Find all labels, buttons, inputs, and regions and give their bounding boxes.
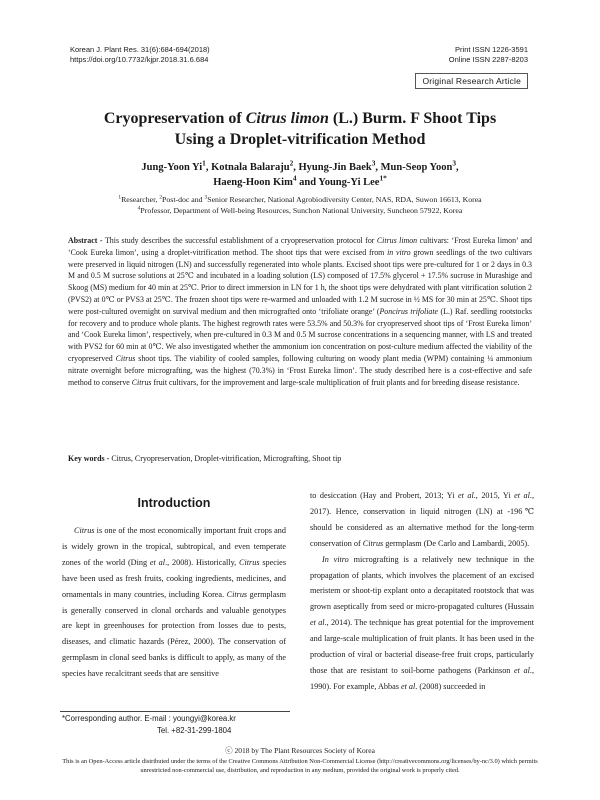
paragraph [62, 523, 286, 682]
journal-reference: Korean J. Plant Res. 31(6):684-694(2018) [70, 45, 210, 54]
title-line-2: Using a Droplet-vitrification Method [174, 131, 426, 148]
abstract [68, 235, 532, 388]
abstract-text: fruit cultivars, for the improvement and large-scale multiplication of fruit plants and for breeding disease resistance. [151, 377, 520, 387]
title-part-1: Cryopreservation of [103, 110, 246, 127]
author-list [60, 160, 540, 190]
abstract-label: Abstract - [68, 236, 105, 245]
italic-term: et al [400, 681, 416, 691]
doi-link[interactable]: https://doi.org/10.7732/kjpr.2018.31.6.684 [70, 55, 209, 64]
author-name: Mun-Seop Yoon [380, 162, 453, 173]
author-affiliation-mark: 4 [292, 173, 297, 183]
affiliation-text: Post-doc and [162, 195, 205, 204]
author-name: Young-Yi Lee [318, 177, 380, 188]
corresponding-email[interactable]: *Corresponding author. E-mail : youngyi@korea.kr [62, 714, 236, 723]
author-name: Jung-Yoon Yi [141, 162, 203, 173]
body-text: species have been used as fresh fruits, cooking ingredients, medicines, and ornamentals in many countries, including Korea. [62, 557, 287, 599]
author-separator: , [293, 162, 299, 173]
abstract-italic: Citrus [131, 377, 152, 387]
italic-term: et al [514, 665, 530, 675]
abstract-text: (L.) Raf. seedling rootstocks for recovery and to produce whole plants. The highest regrowth rates were 53.5% and 50.3% for cryopreserved shoot tips of ‘Frost Eureka limon’ and ‘Cook Eureka limon’, respectively, when pre-cultured in 0.3 M and 0.5 M sucrose concentrations in a sequencing manner, with LS and treated with PVS2 for 60 min at 0℃. We also investigated whether the ammonium ion concentration on post-culture medium affected the viability of the cryopreserved [68, 306, 532, 363]
article-type-badge [415, 73, 528, 89]
italic-term: In vitro [322, 554, 349, 564]
body-text: is one of the most economically important fruit crops and is widely grown in the tropical, subtropical, and even temperate zones of the world (Ding [62, 526, 286, 567]
affiliation-mark: 1 [118, 194, 122, 201]
body-text: . (2008) succeeded in [415, 681, 486, 691]
author-affiliation-mark: 3 [371, 158, 376, 168]
italic-term: Citrus [362, 538, 384, 548]
author-separator: and [296, 177, 319, 188]
author-separator: , [375, 162, 381, 173]
paper-title [60, 108, 540, 150]
affiliation-text: Researcher, [121, 195, 160, 204]
paragraph [310, 552, 534, 695]
keywords-text: Citrus, Cryopreservation, Droplet-vitrification, Micrografting, Shoot tip [111, 454, 342, 463]
keywords-label: Key words - [68, 454, 112, 463]
affiliation-mark: 3 [204, 194, 208, 201]
title-species: Citrus limon [245, 110, 329, 127]
paragraph [310, 488, 534, 552]
corresponding-phone: Tel. +82-31-299-1804 [157, 726, 232, 735]
author-affiliation-mark: 1* [379, 173, 387, 183]
affiliation-mark: 2 [159, 194, 163, 201]
footnote-divider [60, 711, 290, 712]
journal-citation [70, 45, 210, 65]
right-column [310, 488, 534, 695]
abstract-italic: Poncirus trifoliate [379, 306, 439, 316]
body-text: micrografting is a relatively new technique in the propagation of plants, which involves the placement of an excised meristem or shoot-tip explant onto a decapitated rootstock that was grown aseptically from seed or micro-propagated cultures (Hussain [310, 554, 534, 612]
author-name: Haeng-Hoon Kim [213, 177, 293, 188]
body-text: ., 2015, Yi [473, 491, 515, 500]
author-affiliation-mark: 3 [452, 158, 456, 168]
body-text: ., 2008). Historically, [165, 557, 240, 567]
italic-term: et al [149, 557, 166, 567]
author-separator: , [205, 162, 212, 173]
abstract-text: This study describes the successful establishment of a cryopreservation protocol for [104, 236, 377, 245]
copyright-notice: ⓒ 2018 by The Plant Resources Society of Korea [225, 746, 375, 755]
issn-block [449, 45, 528, 65]
body-text: ., 2017). Hence, conservation in liquid nitrogen (LN) at -196℃ should be considered as an alternative method for the long-term conservation of [310, 491, 534, 548]
article-type-label: Original Research Article [422, 76, 521, 86]
italic-term: et al [514, 491, 530, 500]
body-text: to desiccation (Hay and Probert, 2013; Yi [310, 491, 458, 500]
abstract-text: cultivars: ‘Frost Eureka limon’ and ‘Cook Eureka limon’, using a droplet-vitrification method. The shoot tips that were excised from [68, 236, 532, 257]
keywords [68, 453, 532, 464]
abstract-italic: in vitro [387, 247, 411, 257]
title-part-2: (L.) Burm. F Shoot Tips [328, 110, 497, 127]
left-column [62, 487, 286, 682]
affiliations [62, 194, 538, 216]
abstract-italic: Citrus [115, 353, 136, 363]
author-name: Kotnala Balaraju [211, 162, 290, 173]
author-name: Hyung-Jin Baek [298, 162, 372, 173]
print-issn: Print ISSN 1226-3591 [455, 45, 528, 54]
italic-term: et al [457, 491, 474, 500]
affiliation-mark: 4 [137, 205, 141, 212]
body-text: germplasm (De Carlo and Lambardi, 2005). [383, 538, 530, 548]
italic-term: et al [310, 618, 325, 628]
online-issn: Online ISSN 2287-8203 [448, 55, 528, 64]
abstract-italic: Citrus limon [376, 236, 418, 245]
body-text: ., 2014). The technique has great potential for the improvement and large-scale multiplication of fruit plants. It has been used in the production of viral or bacterial disease-free fruit crops, particularly those that are resistant to soil-borne pathogens (Parkinson [310, 618, 535, 675]
abstract-text: shoot tips. The viability of cooled samples, following culturing on woody plant media (WPM) containing ¼ ammonium nitrate overnight before micrografting, was the highest (70.3%) in ‘Frost Eureka limon’. The study described here is a cost-effective and safe method to conserve [68, 353, 532, 387]
abstract-text: grown seedlings of the two cultivars were preserved in liquid nitrogen (LN) and successfully regenerated into whole plants. Excised shoot tips were pre-cultured for 1 or 2 days in 0.3 M and 0.5 M sucrose solutions at 25℃ and incubated in a loading solution (LS) composed of 17.5% glycerol + 17.5% sucrose in Murashige and Skoog (MS) medium for 40 min at 25℃. Prior to direct immersion in LN for 1 h, the shoot tips were dehydrated with plant vitrification solution 2 (PVS2) at 0℃ or PVS3 at 25℃. The frozen shoot tips were re-warmed and unloaded with 1.2 M sucrose in ½ MS for 30 min at 25℃. Shoot tips were post-cultured overnight on survival medium and then micrografted onto ‘trifoliate orange’ ( [68, 247, 532, 316]
affiliation-text: Senior Researcher, National Agrobiodiversity Center, NAS, RDA, Suwon 16613, Korea [207, 195, 482, 204]
italic-term: Citrus [239, 557, 260, 567]
affiliation-text: Professor, Department of Well-being Resources, Sunchon National University, Suncheon 57922, Korea [140, 206, 463, 215]
body-text: germplasm is generally conserved in clonal orchards and valuable genotypes are kept in greenhouses for protection from losses due to pests, diseases, and climatic hazards (Pérez, 2000). The conservation of germplasm in clonal seed banks is difficult to apply, as many of the species have recalcitrant seeds that are sensitive [62, 589, 286, 679]
body-text: ., 1990). For example, Abbas [310, 665, 534, 691]
license-notice: This is an Open-Access article distributed under the terms of the Creative Commons Attribution Non-Commercial License (http://creativecommons.org/licenses/by-nc/3.0) which permits unrestricted non-commercial use, distribution, and reproduction in any medium, provided the original work is properly cited. [62, 758, 538, 774]
corresponding-author-note [62, 713, 236, 737]
section-heading-introduction: Introduction [137, 496, 211, 510]
author-affiliation-mark: 2 [289, 158, 294, 168]
italic-term: Citrus [226, 589, 248, 599]
italic-term: Citrus [74, 526, 95, 535]
author-separator: , [455, 162, 459, 173]
author-affiliation-mark: 1 [202, 158, 206, 168]
